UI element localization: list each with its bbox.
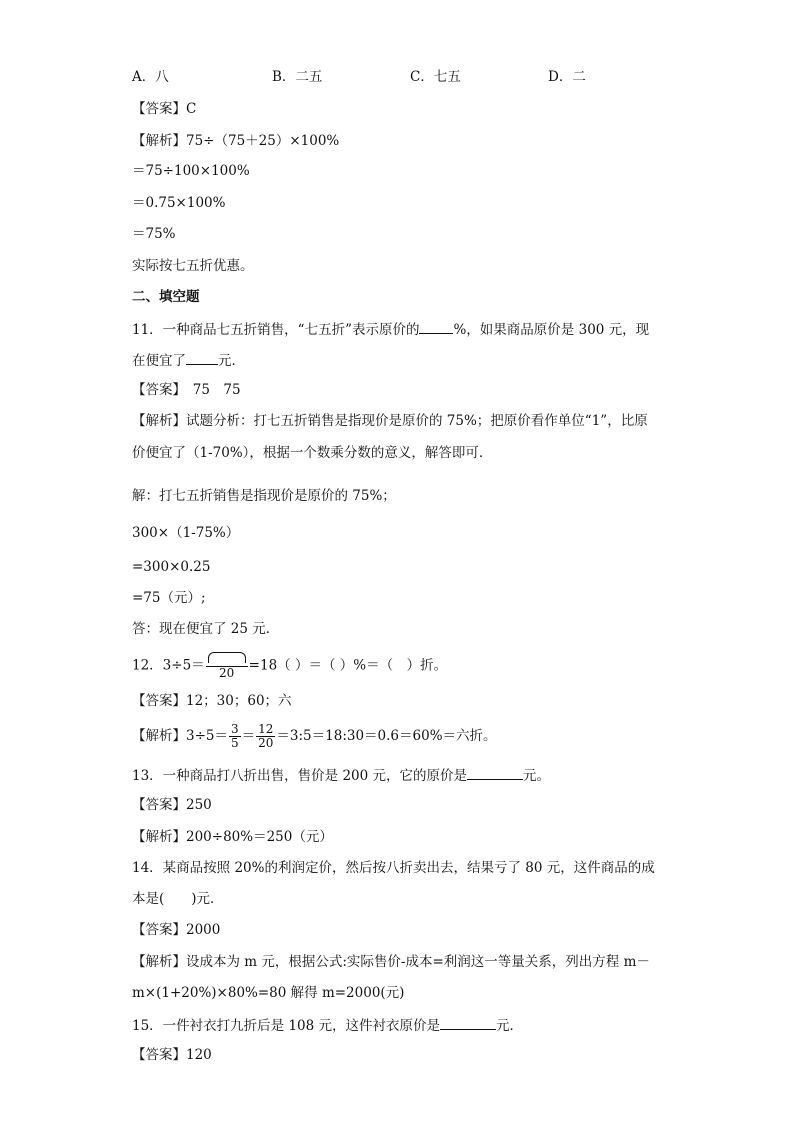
option-c: C．七五 bbox=[410, 69, 461, 85]
q12-f2-numerator: 12 bbox=[258, 722, 274, 736]
q14-analysis1: 【解析】设成本为 m 元，根据公式:实际售价-成本=利润这一等量关系，列出方程 m－ bbox=[132, 954, 650, 970]
q11-calc1: 300×（1-75%） bbox=[132, 525, 240, 541]
q10-analysis: 【解析】75÷（75＋25）×100% bbox=[132, 133, 340, 149]
q11-solve: 解：打七五折销售是指现价是原价的 75%； bbox=[132, 488, 396, 504]
q11-blank2[interactable] bbox=[186, 350, 218, 365]
q10-step3: ＝75% bbox=[132, 226, 176, 242]
q12-equals: ＝ bbox=[241, 728, 256, 744]
q12-denominator: 20 bbox=[219, 666, 235, 680]
q12-answer: 【答案】12；30；60；六 bbox=[132, 693, 292, 709]
q14-analysis2: m×(1+20%)×80%=80 解得 m=2000(元) bbox=[132, 985, 405, 1001]
q12-prefix: 12．3÷5＝ bbox=[132, 657, 205, 674]
q13-question bbox=[132, 765, 550, 785]
q12-f1-numerator: 3 bbox=[231, 722, 239, 736]
q11-line1 bbox=[132, 319, 649, 339]
q11-answer: 【答案】 75 75 bbox=[132, 382, 241, 398]
q14-line1: 14．某商品按照 20%的利润定价，然后按八折卖出去，结果亏了 80 元，这件商品的成 bbox=[132, 860, 655, 876]
q11-line2-b: 元． bbox=[218, 353, 245, 369]
q11-reply: 答：现在便宜了 25 元． bbox=[132, 621, 280, 637]
q13-analysis: 【解析】200÷80%＝250（元） bbox=[132, 829, 333, 845]
q13-text-b: 元。 bbox=[523, 768, 551, 784]
q12-fraction-1 bbox=[229, 723, 241, 750]
q12-f2-denominator: 20 bbox=[258, 736, 274, 750]
q12-fraction-2 bbox=[256, 723, 275, 750]
q11-analysis2: 价便宜了（1-70%），根据一个数乘分数的意义，解答即可． bbox=[132, 445, 493, 461]
q11-line2 bbox=[132, 350, 245, 370]
q13-answer: 【答案】250 bbox=[132, 797, 212, 813]
q11-line1-b: %，如果商品原价是 300 元，现 bbox=[453, 322, 650, 338]
q12-fraction bbox=[206, 652, 248, 680]
section-title: 二、填空题 bbox=[132, 289, 200, 305]
q11-line1-a: 11．一种商品七五折销售，“七五折”表示原价的 bbox=[132, 322, 420, 338]
q10-answer: 【答案】C bbox=[132, 101, 197, 117]
q12-analysis bbox=[132, 722, 497, 750]
q11-line2-a: 在便宜了 bbox=[132, 353, 186, 369]
q15-question bbox=[132, 1015, 523, 1035]
q12-f1-denominator: 5 bbox=[231, 736, 239, 750]
q13-text-a: 13．一种商品打八折出售，售价是 200 元，它的原价是 bbox=[132, 768, 468, 784]
q15-text-a: 15．一件衬衣打九折后是 108 元，这件衬衣原价是 bbox=[132, 1018, 441, 1034]
option-a: A．八 bbox=[132, 69, 169, 85]
q11-blank1[interactable] bbox=[419, 319, 453, 334]
q11-analysis1: 【解析】试题分析：打七五折销售是指现价是原价的 75%；把原价看作单位“1”，比原 bbox=[132, 413, 648, 429]
q12-suffix: =18（ ）＝（ ）%＝（ ）折。 bbox=[248, 657, 448, 674]
q15-blank[interactable] bbox=[440, 1015, 496, 1030]
q12-question bbox=[132, 652, 447, 680]
q11-calc3: =75（元）; bbox=[132, 590, 206, 606]
q11-calc2: =300×0.25 bbox=[132, 559, 211, 575]
option-d: D．二 bbox=[548, 69, 586, 85]
q15-answer: 【答案】120 bbox=[132, 1047, 212, 1063]
option-b: B．二五 bbox=[272, 69, 323, 85]
q10-conclusion: 实际按七五折优惠。 bbox=[132, 258, 254, 274]
q14-line2: 本是( )元． bbox=[132, 891, 224, 907]
q13-blank[interactable] bbox=[467, 765, 523, 780]
q14-answer: 【答案】2000 bbox=[132, 922, 221, 938]
q10-step2: ＝0.75×100% bbox=[132, 195, 226, 211]
q12-analysis-b: ＝3:5＝18:30＝0.6＝60%＝六折。 bbox=[276, 728, 497, 744]
q15-text-b: 元． bbox=[496, 1018, 524, 1034]
q12-analysis-a: 【解析】3÷5＝ bbox=[132, 728, 228, 744]
q10-step1: ＝75÷100×100% bbox=[132, 163, 250, 179]
q12-blank-numerator[interactable] bbox=[208, 652, 246, 663]
